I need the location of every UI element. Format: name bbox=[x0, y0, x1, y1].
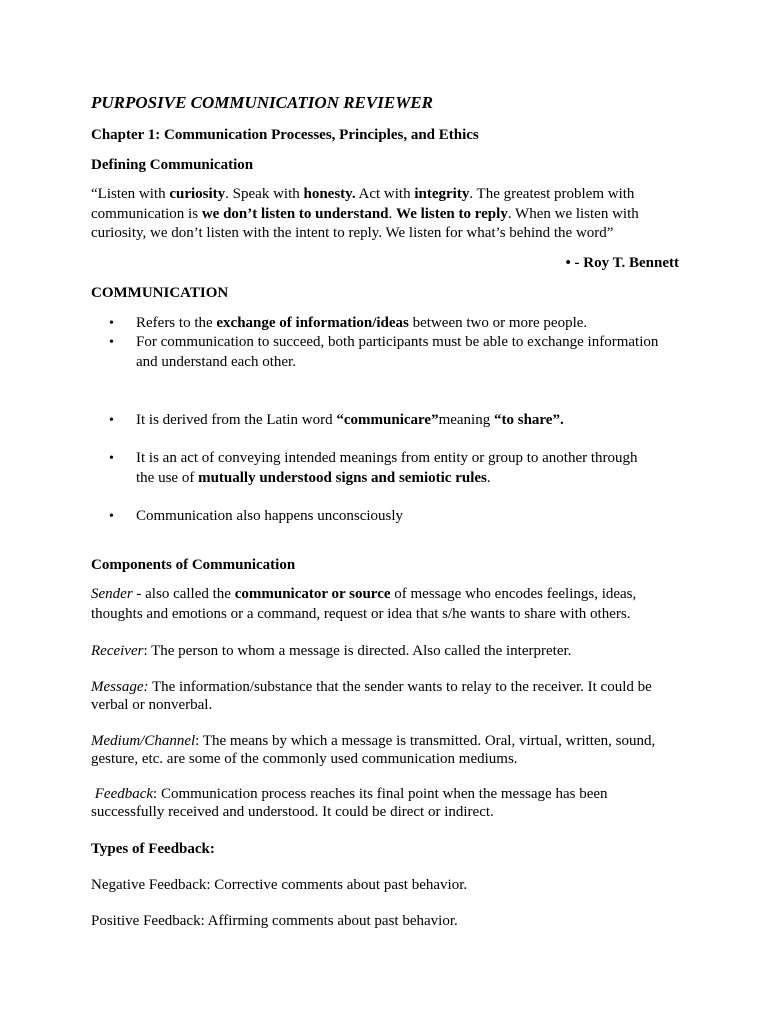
component-term: Message: bbox=[91, 679, 149, 695]
component-text: : Communication process reaches its final point when the message has been successfully received and understood. It could be direct or indirect. bbox=[91, 786, 608, 820]
bullet-icon: • bbox=[109, 451, 114, 466]
bullet-text-part: between two or more people. bbox=[408, 315, 588, 331]
component-sender bbox=[91, 585, 679, 624]
quote-text: . The greatest problem with communication is bbox=[91, 186, 635, 222]
component-receiver bbox=[91, 642, 679, 662]
component-term: Medium/Channel bbox=[91, 733, 196, 749]
communication-heading: COMMUNICATION bbox=[91, 285, 229, 301]
bullet-icon: • bbox=[109, 509, 114, 524]
quote-emphasis: We listen to reply bbox=[396, 205, 508, 222]
bullet-text bbox=[136, 411, 681, 431]
component-text: - also called the bbox=[132, 586, 235, 602]
bullet-emphasis: exchange of information/ideas bbox=[216, 315, 409, 331]
bullet-emphasis: “communicare” bbox=[336, 412, 439, 428]
bullet-text-part: Refers to the bbox=[136, 315, 217, 331]
bullet-text-part: . bbox=[486, 469, 491, 486]
quote-emphasis: honesty. bbox=[303, 186, 356, 202]
component-term: Feedback bbox=[94, 786, 154, 802]
bullet-emphasis: “to share”. bbox=[493, 412, 564, 428]
quote-text: . Speak with bbox=[225, 186, 304, 202]
bennett-quote bbox=[91, 185, 679, 244]
positive-feedback-definition: Positive Feedback: Affirming comments about past behavior. bbox=[91, 913, 458, 929]
chapter-heading: Chapter 1: Communication Processes, Principles, and Ethics bbox=[91, 127, 479, 143]
bullet-text: For communication to succeed, both participants must be able to exchange information and understand each other. bbox=[136, 334, 659, 370]
bullet-icon: • bbox=[109, 316, 114, 331]
defining-communication-heading: Defining Communication bbox=[91, 157, 254, 173]
document-title: PURPOSIVE COMMUNICATION REVIEWER bbox=[91, 93, 433, 112]
bullet-text: Communication also happens unconsciously bbox=[136, 508, 404, 524]
component-text: : The person to whom a message is directed. Also called the interpreter. bbox=[143, 643, 572, 659]
component-term: Receiver bbox=[91, 643, 144, 659]
negative-feedback-definition: Negative Feedback: Corrective comments about past behavior. bbox=[91, 877, 468, 893]
quote-text: . bbox=[388, 205, 397, 222]
component-medium bbox=[91, 733, 679, 768]
component-message bbox=[91, 679, 679, 714]
quote-attribution: • - Roy T. Bennett bbox=[565, 255, 679, 271]
component-text: : The means by which a message is transmitted. Oral, virtual, written, sound, gesture, etc. are some of the commonly used communication mediums. bbox=[91, 733, 656, 767]
bullet-text bbox=[136, 314, 681, 334]
bullet-text bbox=[136, 449, 656, 488]
bullet-text-part: It is an act of conveying intended meanings from entity or group to another through the use of bbox=[136, 450, 638, 486]
component-text: of message who encodes feelings, ideas, thoughts and emotions or a command, request or idea that s/he wants to share with others. bbox=[91, 586, 637, 622]
component-term: Sender bbox=[91, 586, 133, 602]
quote-text: Act with bbox=[355, 186, 415, 202]
bullet-text-part: It is derived from the Latin word bbox=[136, 412, 337, 428]
bullet-icon: • bbox=[109, 335, 114, 350]
component-feedback bbox=[91, 786, 679, 821]
quote-text: . When we listen with curiosity, we don’t listen with the intent to reply. We listen for what’s behind the word” bbox=[91, 205, 639, 241]
bullet-emphasis: mutually understood signs and semiotic rules bbox=[198, 469, 487, 486]
quote-text: “Listen with bbox=[91, 186, 170, 202]
quote-emphasis: integrity bbox=[414, 186, 470, 202]
feedback-types-heading: Types of Feedback: bbox=[91, 841, 215, 857]
quote-emphasis: we don’t listen to understand bbox=[201, 205, 389, 222]
components-heading: Components of Communication bbox=[91, 557, 296, 573]
bullet-icon: • bbox=[109, 413, 114, 428]
bullet-text-part: meaning bbox=[438, 412, 494, 428]
quote-emphasis: curiosity bbox=[169, 186, 226, 202]
component-text: The information/substance that the sender wants to relay to the receiver. It could be verbal or nonverbal. bbox=[91, 679, 652, 713]
component-emphasis: communicator or source bbox=[234, 586, 391, 602]
